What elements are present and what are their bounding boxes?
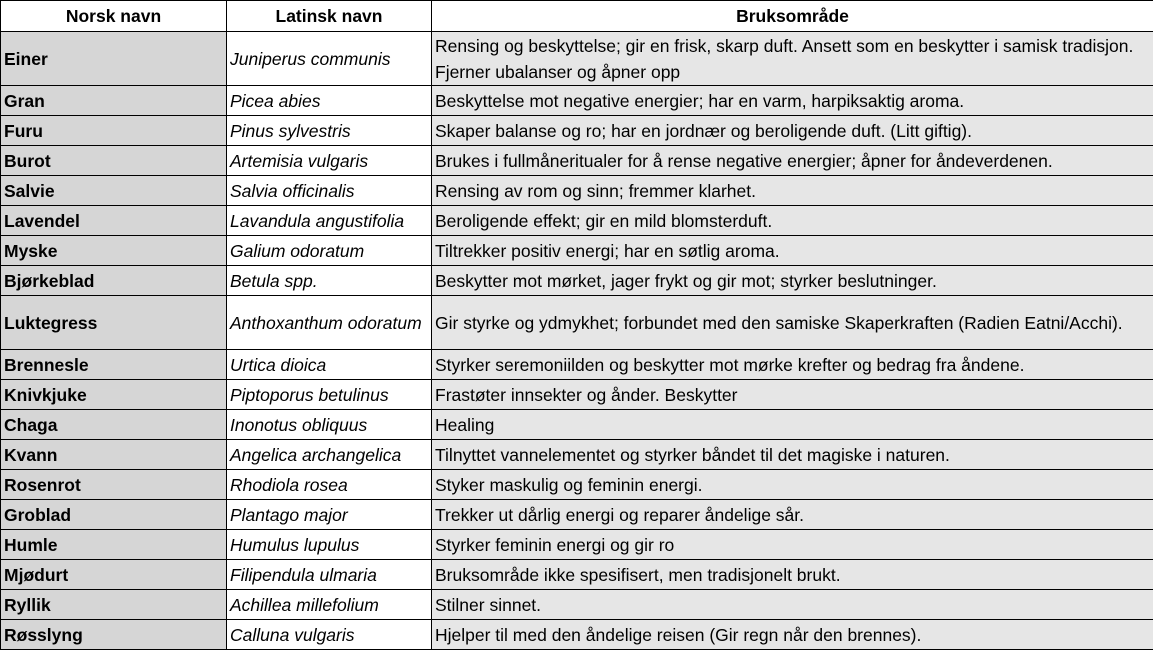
cell-latinsk-navn: Achillea millefolium	[227, 590, 432, 620]
cell-norsk-navn: Bjørkeblad	[1, 266, 227, 296]
cell-latinsk-navn: Urtica dioica	[227, 350, 432, 380]
cell-bruksomrade: Bruksområde ikke spesifisert, men tradisjonelt brukt.	[432, 560, 1153, 590]
table-row	[1, 590, 1153, 620]
cell-norsk-navn: Humle	[1, 530, 227, 560]
cell-latinsk-navn: Betula spp.	[227, 266, 432, 296]
cell-bruksomrade: Hjelper til med den åndelige reisen (Gir regn når den brennes).	[432, 620, 1153, 650]
cell-norsk-navn: Rosenrot	[1, 470, 227, 500]
table-row	[1, 470, 1153, 500]
cell-latinsk-navn: Humulus lupulus	[227, 530, 432, 560]
cell-bruksomrade: Styker maskulig og feminin energi.	[432, 470, 1153, 500]
cell-bruksomrade: Skaper balanse og ro; har en jordnær og beroligende duft. (Litt giftig).	[432, 116, 1153, 146]
header-norsk-navn: Norsk navn	[1, 1, 227, 32]
table-row	[1, 380, 1153, 410]
cell-latinsk-navn: Artemisia vulgaris	[227, 146, 432, 176]
cell-latinsk-navn: Lavandula angustifolia	[227, 206, 432, 236]
cell-norsk-navn: Myske	[1, 236, 227, 266]
table-row	[1, 236, 1153, 266]
table-row	[1, 32, 1153, 86]
table-row	[1, 266, 1153, 296]
cell-bruksomrade: Styrker feminin energi og gir ro	[432, 530, 1153, 560]
cell-latinsk-navn: Calluna vulgaris	[227, 620, 432, 650]
cell-norsk-navn: Salvie	[1, 176, 227, 206]
table-row	[1, 86, 1153, 116]
cell-bruksomrade: Styrker seremoniilden og beskytter mot mørke krefter og bedrag fra åndene.	[432, 350, 1153, 380]
cell-latinsk-navn: Piptoporus betulinus	[227, 380, 432, 410]
cell-latinsk-navn: Inonotus obliquus	[227, 410, 432, 440]
cell-bruksomrade: Beskytter mot mørket, jager frykt og gir mot; styrker beslutninger.	[432, 266, 1153, 296]
cell-norsk-navn: Luktegress	[1, 296, 227, 350]
cell-norsk-navn: Einer	[1, 32, 227, 86]
cell-latinsk-navn: Galium odoratum	[227, 236, 432, 266]
cell-bruksomrade: Rensing og beskyttelse; gir en frisk, skarp duft. Ansett som en beskytter i samisk tradisjon. Fjerner ubalanser og åpner opp	[432, 32, 1153, 86]
cell-norsk-navn: Kvann	[1, 440, 227, 470]
table-row	[1, 560, 1153, 590]
header-row	[1, 1, 1153, 32]
table-row	[1, 296, 1153, 350]
cell-norsk-navn: Groblad	[1, 500, 227, 530]
cell-latinsk-navn: Rhodiola rosea	[227, 470, 432, 500]
table-row	[1, 530, 1153, 560]
table-row	[1, 206, 1153, 236]
cell-latinsk-navn: Angelica archangelica	[227, 440, 432, 470]
cell-norsk-navn: Knivkjuke	[1, 380, 227, 410]
table-row	[1, 146, 1153, 176]
cell-latinsk-navn: Anthoxanthum odoratum	[227, 296, 432, 350]
cell-bruksomrade: Frastøter innsekter og ånder. Beskytter	[432, 380, 1153, 410]
cell-latinsk-navn: Picea abies	[227, 86, 432, 116]
cell-bruksomrade: Brukes i fullmåneritualer for å rense negative energier; åpner for åndeverdenen.	[432, 146, 1153, 176]
cell-bruksomrade: Rensing av rom og sinn; fremmer klarhet.	[432, 176, 1153, 206]
cell-bruksomrade: Stilner sinnet.	[432, 590, 1153, 620]
cell-norsk-navn: Chaga	[1, 410, 227, 440]
table-row	[1, 440, 1153, 470]
cell-norsk-navn: Brennesle	[1, 350, 227, 380]
cell-norsk-navn: Gran	[1, 86, 227, 116]
cell-bruksomrade: Beskyttelse mot negative energier; har en varm, harpiksaktig aroma.	[432, 86, 1153, 116]
table-row	[1, 116, 1153, 146]
cell-norsk-navn: Lavendel	[1, 206, 227, 236]
cell-norsk-navn: Røsslyng	[1, 620, 227, 650]
cell-bruksomrade: Trekker ut dårlig energi og reparer åndelige sår.	[432, 500, 1153, 530]
cell-latinsk-navn: Plantago major	[227, 500, 432, 530]
table-row	[1, 350, 1153, 380]
header-latinsk-navn: Latinsk navn	[227, 1, 432, 32]
cell-norsk-navn: Mjødurt	[1, 560, 227, 590]
cell-bruksomrade: Healing	[432, 410, 1153, 440]
table-row	[1, 410, 1153, 440]
header-bruksomrade: Bruksområde	[432, 1, 1153, 32]
cell-norsk-navn: Furu	[1, 116, 227, 146]
table-row	[1, 176, 1153, 206]
cell-norsk-navn: Burot	[1, 146, 227, 176]
cell-norsk-navn: Ryllik	[1, 590, 227, 620]
cell-bruksomrade: Tiltrekker positiv energi; har en søtlig aroma.	[432, 236, 1153, 266]
cell-bruksomrade: Gir styrke og ydmykhet; forbundet med den samiske Skaperkraften (Radien Eatni/Acchi).	[432, 296, 1153, 350]
cell-latinsk-navn: Salvia officinalis	[227, 176, 432, 206]
cell-bruksomrade: Beroligende effekt; gir en mild blomsterduft.	[432, 206, 1153, 236]
table-row	[1, 620, 1153, 650]
cell-latinsk-navn: Juniperus communis	[227, 32, 432, 86]
cell-latinsk-navn: Filipendula ulmaria	[227, 560, 432, 590]
table-row	[1, 500, 1153, 530]
cell-latinsk-navn: Pinus sylvestris	[227, 116, 432, 146]
cell-bruksomrade: Tilnyttet vannelementet og styrker båndet til det magiske i naturen.	[432, 440, 1153, 470]
